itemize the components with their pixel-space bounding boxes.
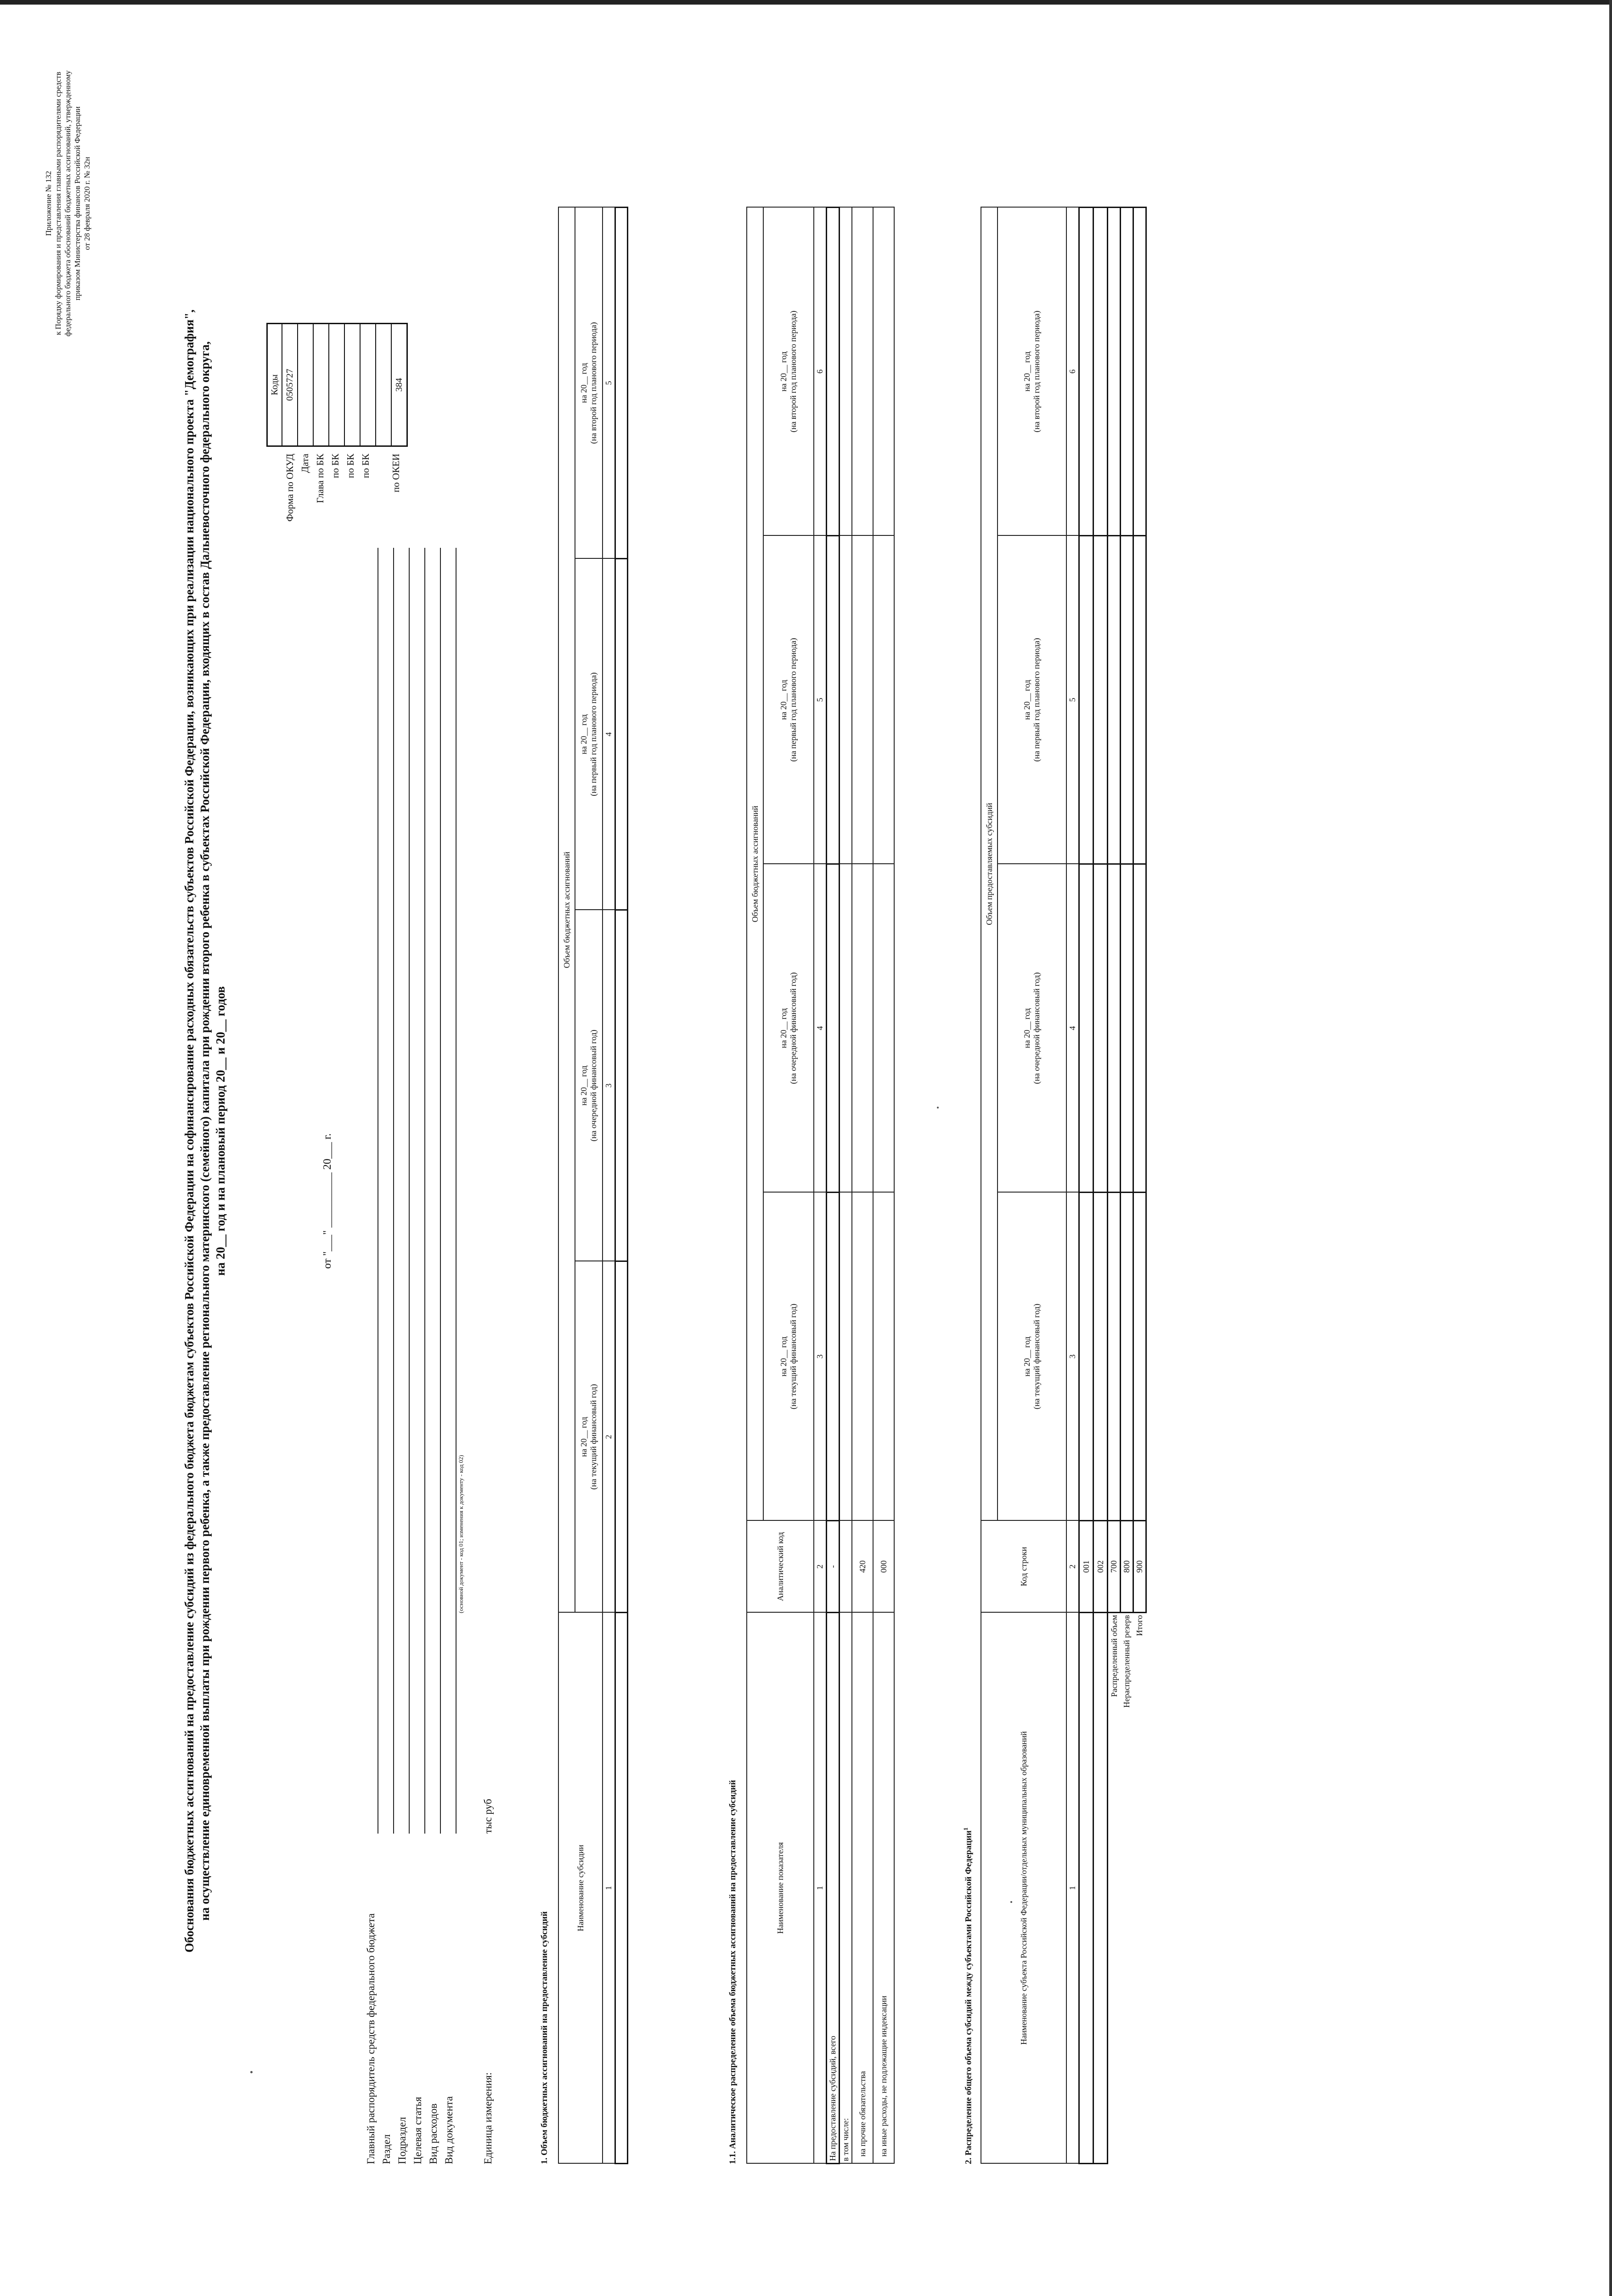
s2-colnum: 5	[1066, 536, 1079, 864]
s1-col-period: (на текущий финансовый год)	[589, 1384, 598, 1490]
field-doc-type-label: Вид документа	[443, 2096, 455, 2164]
s11-col-period: (на очередной финансовый год)	[789, 972, 798, 1084]
s2-row-code: 900	[1133, 1521, 1146, 1613]
s1-col-period: (на очередной финансовый год)	[589, 1030, 598, 1142]
s11-cell[interactable]	[852, 536, 873, 864]
s1-colnum: 3	[603, 910, 615, 1261]
s11-header-col	[763, 207, 814, 535]
s2-cell[interactable]	[1133, 864, 1146, 1193]
field-expense-type-label: Вид расходов	[428, 2103, 439, 2164]
s2-cell[interactable]	[1093, 207, 1108, 535]
s2-row-code: 002	[1093, 1521, 1108, 1613]
appendix-line: приказом Министерства финансов Российской Федерации	[73, 106, 82, 301]
s11-cell[interactable]	[873, 1193, 894, 1521]
field-main-manager-label: Главный распорядитель средств федерального бюджета	[365, 1913, 377, 2164]
s2-col-period: (на текущий финансовый год)	[1032, 1304, 1041, 1409]
code-bk-2[interactable]	[344, 324, 360, 446]
appendix-line: федерального бюджета обоснований бюджетных ассигнований, утвержденному	[63, 70, 72, 337]
s1-colnum: 1	[603, 1613, 615, 2164]
s2-header-group: Объем предоставляемых субсидий	[981, 207, 998, 1520]
s11-cell[interactable]	[852, 1193, 873, 1521]
s1-colnum: 5	[603, 207, 615, 558]
code-okei[interactable]: 384	[391, 324, 407, 446]
s11-header-col	[763, 1193, 814, 1521]
unit-value: тыс руб	[482, 1799, 494, 1834]
s2-cell[interactable]	[1108, 1193, 1121, 1521]
appendix-line: Приложение № 132	[44, 171, 53, 236]
section2-title	[962, 1828, 974, 2164]
s11-cell[interactable]	[827, 536, 840, 864]
title-line: на осуществление единовременной выплаты при рождении первого ребенка, а также предоставление регионального материнского (семейного) капитала при рождении второго ребенка в субъектах Российской Федерации, входящих в состав Дальневосточного федерального округа,	[198, 341, 212, 1921]
s2-colnum: 3	[1066, 1193, 1079, 1521]
s2-cell[interactable]	[1121, 864, 1133, 1193]
s1-colnum: 2	[603, 1261, 615, 1613]
code-label-blank	[373, 454, 389, 594]
s1-cell[interactable]	[615, 559, 628, 910]
code-label-date: Дата	[299, 454, 310, 473]
s11-row-code: -	[827, 1521, 840, 1613]
code-chapter[interactable]	[313, 324, 329, 446]
s2-header-col	[998, 207, 1066, 535]
s1-col-year: на 20__ год	[579, 1417, 588, 1457]
s1-header-name: Наименование субсидии	[558, 1613, 603, 2164]
s11-col-year: на 20__ год	[779, 1336, 788, 1377]
s2-colnum: 2	[1066, 1521, 1079, 1613]
s11-cell[interactable]	[873, 536, 894, 864]
section1-title: 1. Объем бюджетных ассигнований на предоставление субсидий	[540, 1911, 549, 2164]
code-label-okei: по ОКЕИ	[390, 454, 401, 493]
s2-cell[interactable]	[1093, 536, 1108, 864]
s2-colnum: 1	[1066, 1613, 1079, 2164]
s2-cell[interactable]	[1079, 536, 1093, 864]
s1-cell[interactable]	[615, 1261, 628, 1613]
field-expense-type-line[interactable]	[440, 548, 441, 1834]
s1-header-col	[575, 207, 603, 558]
s1-cell[interactable]	[615, 207, 628, 558]
s11-cell[interactable]	[873, 864, 894, 1193]
s2-cell[interactable]	[1121, 207, 1133, 535]
s2-col-year: на 20__ год	[1022, 1336, 1031, 1377]
s11-cell[interactable]	[840, 864, 852, 1193]
s11-col-period: (на текущий финансовый год)	[789, 1304, 798, 1409]
s1-col-period: (на первый год планового периода)	[589, 672, 598, 796]
code-okud[interactable]: 0505727	[282, 324, 298, 446]
title-line: на 20__ год и на плановый период 20__ и 20__ годов	[214, 986, 227, 1276]
s11-colnum: 3	[814, 1193, 827, 1521]
code-label-okud: Форма по ОКУД	[284, 454, 295, 522]
s2-header-name: Наименование субъекта Российской Федерации/отдельных муниципальных образований	[981, 1613, 1066, 2164]
code-blank[interactable]	[376, 324, 391, 446]
s2-row-code: 700	[1108, 1521, 1121, 1613]
section2-title-text: 2. Распределение общего объема субсидий между субъектами Российской Федерации	[964, 1830, 974, 2164]
s2-col-period: (на очередной финансовый год)	[1032, 972, 1041, 1084]
s2-header-col	[998, 1193, 1066, 1521]
s2-header-col	[998, 864, 1066, 1193]
field-section-label: Раздел	[381, 2134, 392, 2164]
code-bk-1[interactable]	[329, 324, 344, 446]
s11-cell[interactable]	[840, 207, 852, 535]
s2-col-year: на 20__ год	[1022, 351, 1031, 392]
s11-header-name: Наименование показателя	[747, 1613, 814, 2164]
s2-cell[interactable]	[1079, 1193, 1093, 1521]
s2-cell[interactable]	[1108, 207, 1121, 535]
s1-col-year: на 20__ год	[579, 363, 588, 403]
s2-colnum: 6	[1066, 207, 1079, 535]
field-subsection-line[interactable]	[409, 548, 410, 1834]
s11-col-year: на 20__ год	[779, 680, 788, 720]
s11-row-name: в том числе:	[840, 1613, 852, 2164]
s2-cell[interactable]	[1121, 536, 1133, 864]
s11-col-year: на 20__ год	[779, 1008, 788, 1048]
s1-header-col	[575, 910, 603, 1261]
code-label-bk: по БК	[330, 454, 341, 478]
section2-table	[981, 207, 1147, 2164]
s2-col-period: (на второй год планового периода)	[1032, 310, 1041, 433]
s11-cell[interactable]	[852, 207, 873, 535]
s11-row-name: на прочие обязательства	[852, 1613, 873, 2164]
appendix-block	[44, 56, 92, 350]
s1-col-period: (на второй год планового периода)	[589, 322, 598, 444]
section11-title: 1.1. Аналитическое распределение объема бюджетных ассигнований на предоставление субсидий	[728, 1780, 738, 2164]
title-line: Обоснования бюджетных ассигнований на предоставление субсидий из федерального бюджета бюджетам субъектов Российской Федерации на софинансирование расходных обязательств субъектов Российской Федерации, возникающих при реализации национального проекта "Демография",	[182, 309, 196, 1953]
document-date-line: от "___" __________ 20___ г.	[321, 1133, 333, 1269]
s2-row-name: Нераспределенный резерв	[1121, 1613, 1133, 2164]
s2-cell[interactable]	[1093, 1193, 1108, 1521]
codes-labels	[282, 454, 404, 594]
s11-row-code	[840, 1521, 852, 1613]
s2-row-name: Итого	[1133, 1613, 1146, 2164]
s11-col-period: (на первый год планового периода)	[789, 638, 798, 762]
s11-colnum: 4	[814, 864, 827, 1193]
s2-cell[interactable]	[1093, 864, 1108, 1193]
s2-col-year: на 20__ год	[1022, 1008, 1031, 1048]
s11-cell[interactable]	[840, 1193, 852, 1521]
section11-table	[746, 207, 895, 2164]
s11-cell[interactable]	[852, 864, 873, 1193]
s11-header-col	[763, 536, 814, 864]
s11-colnum: 2	[814, 1521, 827, 1613]
s11-col-period: (на второй год планового периода)	[789, 310, 798, 433]
s2-cell[interactable]	[1108, 864, 1121, 1193]
s11-header-code: Аналитический код	[747, 1521, 814, 1613]
s11-cell[interactable]	[827, 207, 840, 535]
field-doc-type-line[interactable]	[456, 548, 457, 1834]
s11-cell[interactable]	[873, 207, 894, 535]
s1-cell[interactable]	[615, 910, 628, 1261]
s1-header-col	[575, 559, 603, 910]
s11-colnum: 1	[814, 1613, 827, 2164]
s11-colnum: 6	[814, 207, 827, 535]
s2-row-code: 800	[1121, 1521, 1133, 1613]
s2-cell[interactable]	[1121, 1193, 1133, 1521]
s2-row-name: Распределенный объем	[1108, 1613, 1121, 2164]
code-label-bk: по БК	[360, 454, 371, 478]
doc-type-note: (основной документ - код 01; изменения к документу - код 02)	[457, 1455, 464, 1613]
section2-footnote-mark: 1	[962, 1827, 969, 1831]
section1-table	[558, 207, 628, 2164]
s1-cell[interactable]	[615, 1613, 628, 2164]
s2-header-code: Код строки	[981, 1521, 1066, 1613]
s2-col-period: (на первый год планового периода)	[1032, 638, 1041, 762]
s2-cell[interactable]	[1079, 207, 1093, 535]
s11-cell[interactable]	[827, 864, 840, 1193]
unit-label: Единица измерения:	[482, 2072, 494, 2164]
code-label-chapter: Глава по БК	[315, 454, 326, 503]
s11-row-code: 420	[852, 1521, 873, 1613]
s11-row-name: на иные расходы, не подлежащие индексации	[873, 1613, 894, 2164]
field-target-article-label: Целевая статья	[412, 2097, 423, 2164]
codes-table	[266, 323, 408, 447]
s11-row-name: На предоставление субсидий, всего	[827, 1613, 840, 2164]
s1-colnum: 4	[603, 559, 615, 910]
code-date[interactable]	[298, 324, 313, 446]
s11-header-group: Объем бюджетных ассигнований	[747, 207, 763, 1520]
s2-row-name[interactable]	[1093, 1613, 1108, 2164]
appendix-line: от 28 февраля 2020 г. № 32н	[83, 157, 91, 250]
code-bk-3[interactable]	[360, 324, 376, 446]
s1-col-year: на 20__ год	[579, 714, 588, 754]
s11-cell[interactable]	[827, 1193, 840, 1521]
s1-col-year: на 20__ год	[579, 1065, 588, 1106]
field-section-line[interactable]	[393, 548, 394, 1834]
s1-header-col	[575, 1261, 603, 1613]
document-title	[181, 236, 228, 2026]
s11-colnum: 5	[814, 536, 827, 864]
s11-header-col	[763, 864, 814, 1193]
codes-header: Коды	[269, 374, 280, 395]
s11-cell[interactable]	[840, 536, 852, 864]
field-subsection-label: Подраздел	[396, 2117, 408, 2164]
s2-cell[interactable]	[1108, 536, 1121, 864]
s2-cell[interactable]	[1133, 536, 1146, 864]
appendix-line: к Порядку формирования и представления главными распорядителями средств	[54, 72, 62, 335]
s2-col-year: на 20__ год	[1022, 680, 1031, 720]
s11-col-year: на 20__ год	[779, 351, 788, 392]
s2-cell[interactable]	[1133, 1193, 1146, 1521]
s2-row-name[interactable]	[1079, 1613, 1093, 2164]
s2-cell[interactable]	[1079, 864, 1093, 1193]
s2-header-col	[998, 536, 1066, 864]
s2-cell[interactable]	[1133, 207, 1146, 535]
code-label-bk: по БК	[345, 454, 356, 478]
s2-row-code: 001	[1079, 1521, 1093, 1613]
s1-header-group: Объем бюджетных ассигнований	[558, 207, 575, 1612]
s2-colnum: 4	[1066, 864, 1079, 1193]
field-target-article-line[interactable]	[424, 548, 425, 1834]
s11-row-code: 000	[873, 1521, 894, 1613]
